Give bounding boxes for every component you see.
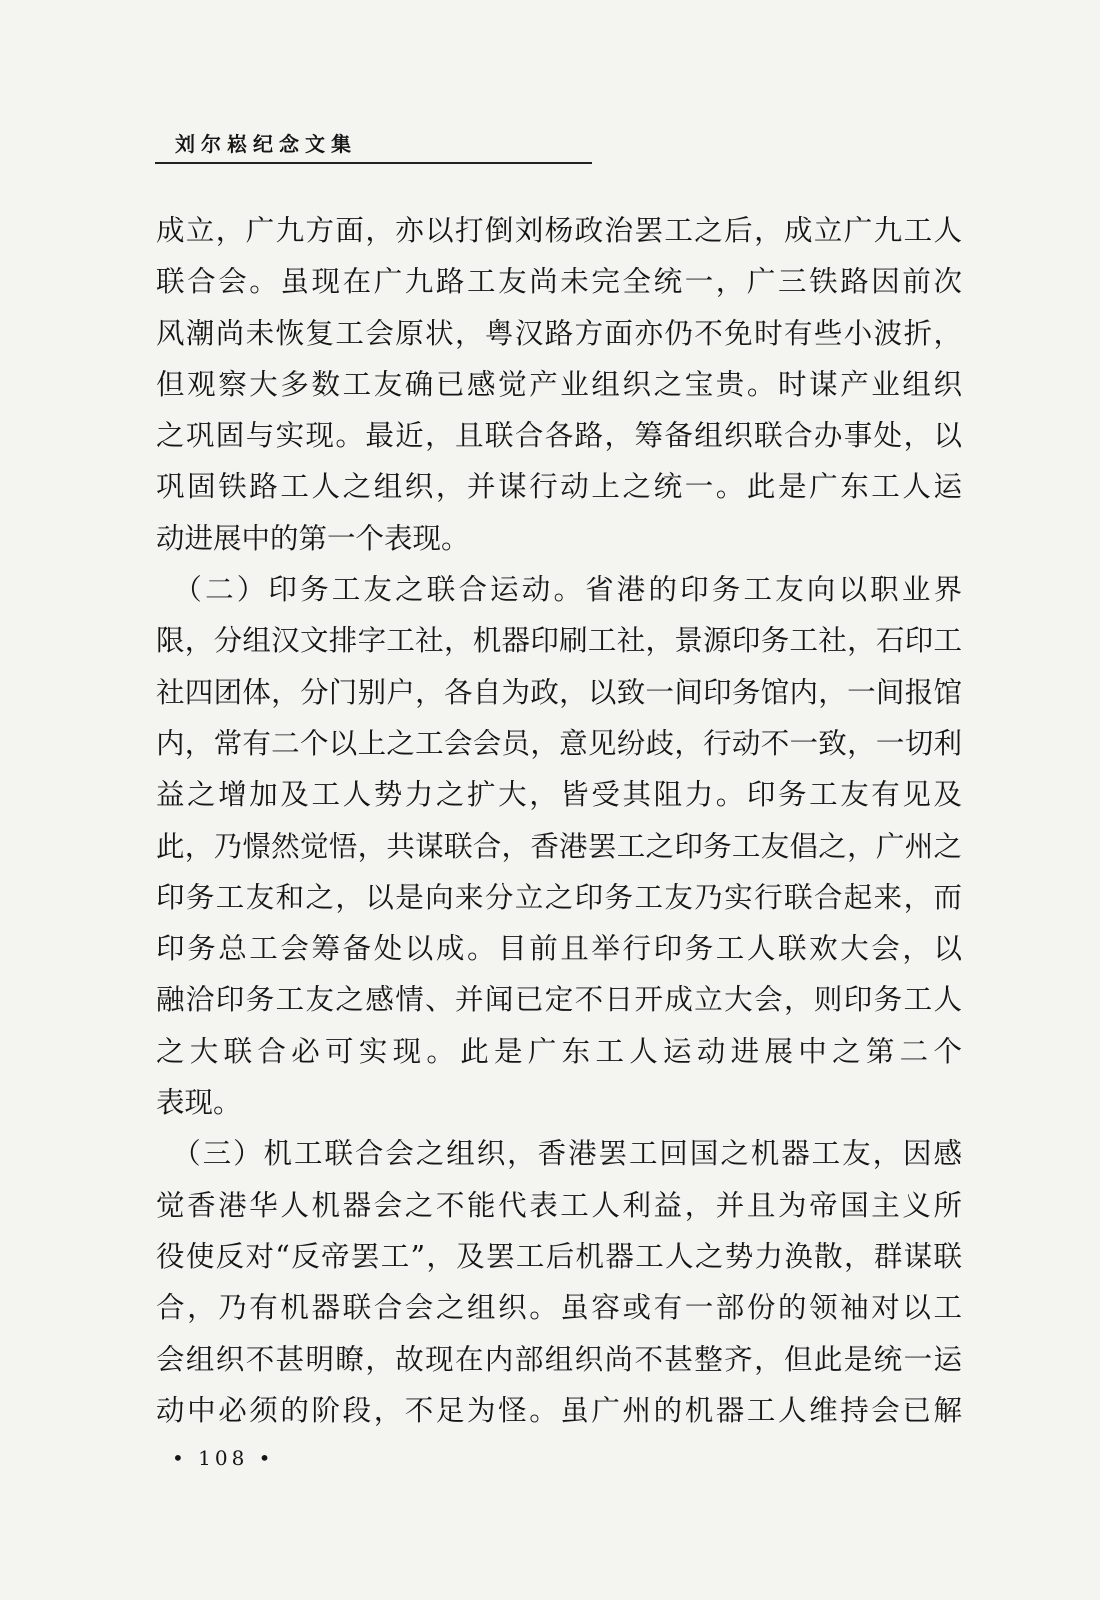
header-rule [155, 162, 592, 164]
text-line: 限，分组汉文排字工社，机器印刷工社，景源印务工社，石印工 [156, 624, 962, 658]
text-line: 役使反对“反帝罢工”，及罢工后机器工人之势力涣散，群谋联 [156, 1239, 962, 1273]
text-line: 联合会。虽现在广九路工友尚未完全统一，广三铁路因前次 [156, 265, 962, 299]
text-line: 表现。 [156, 1086, 242, 1120]
running-head-title: 刘尔崧纪念文集 [175, 132, 357, 156]
text-line: 社四团体，分门别户，各自为政，以致一间印务馆内，一间报馆 [156, 675, 962, 709]
text-line: 此，乃憬然觉悟，共谋联合，香港罢工之印务工友倡之，广州之 [156, 829, 962, 863]
text-line: 之巩固与实现。最近，且联合各路，筹备组织联合办事处，以 [156, 419, 962, 453]
text-line: 内，常有二个以上之工会会员，意见纷歧，行动不一致，一切利 [156, 726, 962, 760]
text-line: 动中必须的阶段，不足为怪。虽广州的机器工人维持会已解 [156, 1393, 962, 1427]
text-line: 风潮尚未恢复工会原状，粤汉路方面亦仍不免时有些小波折， [156, 316, 962, 350]
body-text [156, 215, 962, 1446]
text-line: 融洽印务工友之感情、并闻已定不日开成立大会，则印务工人 [156, 983, 962, 1017]
text-line: 会组织不甚明瞭，故现在内部组织尚不甚整齐，但此是统一运 [156, 1342, 962, 1376]
text-line: 觉香港华人机器会之不能代表工人利益，并且为帝国主义所 [156, 1188, 962, 1222]
page-number: • 108 • [172, 1446, 275, 1470]
text-line: 印务工友和之，以是向来分立之印务工友乃实行联合起来，而 [156, 880, 962, 914]
text-line: （三）机工联合会之组织，香港罢工回国之机器工友，因感 [156, 1137, 962, 1171]
text-line: 之大联合必可实现。此是广东工人运动进展中之第二个 [156, 1034, 962, 1068]
text-line: 动进展中的第一个表现。 [156, 521, 470, 555]
text-line: 但观察大多数工友确已感觉产业组织之宝贵。时谋产业组织 [156, 367, 962, 401]
text-line: 合，乃有机器联合会之组织。虽容或有一部份的领袖对以工 [156, 1291, 962, 1325]
text-line: 成立，广九方面，亦以打倒刘杨政治罢工之后，成立广九工人 [156, 214, 962, 247]
text-line: 印务总工会筹备处以成。目前且举行印务工人联欢大会，以 [156, 932, 962, 966]
text-line: 益之增加及工人势力之扩大，皆受其阻力。印务工友有见及 [156, 778, 962, 812]
text-line: 巩固铁路工人之组织，并谋行动上之统一。此是广东工人运 [156, 470, 962, 504]
text-line: （二）印务工友之联合运动。省港的印务工友向以职业界 [156, 573, 962, 607]
